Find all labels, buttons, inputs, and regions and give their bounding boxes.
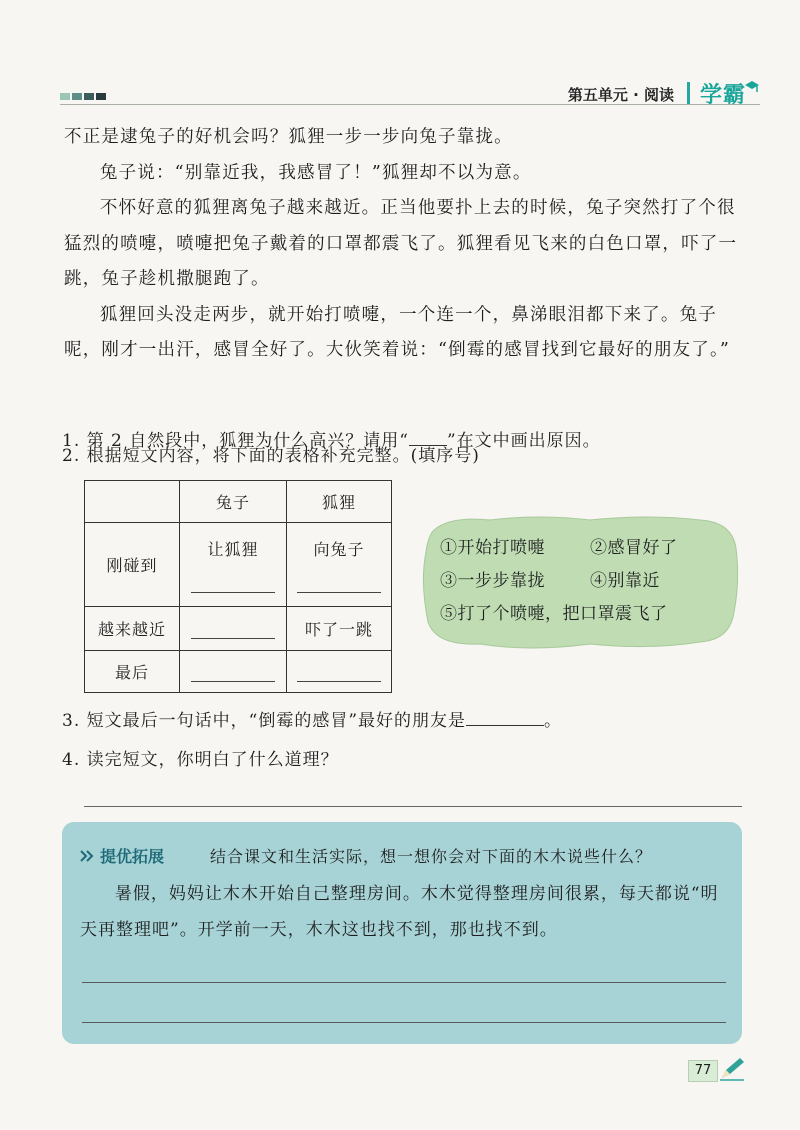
answer-table <box>84 480 392 693</box>
answer-blank[interactable] <box>191 582 275 593</box>
unit-title: 第五单元 · 阅读 <box>567 86 674 104</box>
options-row <box>440 565 678 598</box>
page-header <box>60 78 760 110</box>
answer-blank[interactable] <box>297 582 381 593</box>
header-square-2 <box>72 93 82 100</box>
table-cell: 吓了一跳 <box>287 607 392 651</box>
answer-blank[interactable] <box>191 628 275 639</box>
table-row-label: 刚碰到 <box>85 523 180 607</box>
table-header-fox: 狐狸 <box>287 481 392 523</box>
cell-text: 让狐狸 <box>207 539 259 559</box>
story-paragraph: 狐狸回头没走两步，就开始打喷嚏，一个连一个，鼻涕眼泪都下来了。兔子呢，刚才一出汗，感冒全好了。大伙笑着说：“倒霉的感冒找到它最好的朋友了。” <box>64 304 731 360</box>
table-row <box>85 523 392 607</box>
question-1-text-end: ”在文中画出原因。 <box>446 431 601 451</box>
table-header-rabbit: 兔子 <box>180 481 287 523</box>
answer-line[interactable] <box>82 982 726 983</box>
extension-paragraph: 暑假，妈妈让木木开始自己整理房间。木木觉得整理房间很累，每天都说“明天再整理吧”。开学前一天，木木这也找不到，那也找不到。 <box>80 884 719 940</box>
extension-title <box>80 844 164 867</box>
question-4-text: 4. 读完短文，你明白了什么道理？ <box>62 750 339 770</box>
question-2-text: 2. 根据短文内容，将下面的表格补充完整。(填序号) <box>62 446 480 466</box>
brand-divider <box>687 82 690 104</box>
graduation-cap-icon <box>744 80 760 94</box>
option-4: ④别靠近 <box>590 571 660 591</box>
table-cell <box>180 607 287 651</box>
story-text <box>64 120 744 369</box>
table-corner-cell <box>85 481 180 523</box>
question-2 <box>62 441 480 466</box>
table-cell <box>287 523 392 607</box>
option-2: ②感冒好了 <box>590 538 678 558</box>
pencil-icon <box>718 1056 746 1082</box>
answer-line[interactable] <box>82 1022 726 1023</box>
question-3-text-end: 。 <box>544 711 563 731</box>
question-1-text: 1. 第 2 自然段中，狐狸为什么高兴？请用“ <box>62 431 409 451</box>
double-chevron-icon <box>80 850 94 862</box>
table-row <box>85 651 392 693</box>
options-list <box>440 532 678 631</box>
header-square-4 <box>96 93 106 100</box>
answer-line[interactable] <box>84 806 742 807</box>
options-row <box>440 598 678 631</box>
question-4 <box>62 745 339 770</box>
answer-blank[interactable] <box>191 671 275 682</box>
table-cell <box>287 651 392 693</box>
table-row <box>85 481 392 523</box>
brand-logo: 学霸 <box>699 83 746 108</box>
option-3: ③一步步靠拢 <box>440 571 545 591</box>
answer-blank[interactable] <box>466 711 544 726</box>
extension-box <box>62 822 742 1044</box>
story-paragraph: 不正是逮兔子的好机会吗？狐狸一步一步向兔子靠拢。 <box>64 127 513 147</box>
options-row <box>440 532 678 565</box>
question-3-text: 3. 短文最后一句话中，“倒霉的感冒”最好的朋友是 <box>62 711 467 731</box>
extension-prompt: 结合课文和生活实际，想一想你会对下面的木木说些什么？ <box>210 847 653 866</box>
story-paragraph: 兔子说：“别靠近我，我感冒了！”狐狸却不以为意。 <box>99 162 532 183</box>
question-3 <box>62 706 562 731</box>
cell-text: 向兔子 <box>313 539 365 559</box>
story-paragraph: 不怀好意的狐狸离兔子越来越近。正当他要扑上去的时候，兔子突然打了个很猛烈的喷嚏，喷嚏把兔子戴着的口罩都震飞了。狐狸看见飞来的白色口罩，吓了一跳，兔子趁机撒腿跑了。 <box>64 198 738 289</box>
table-cell <box>180 651 287 693</box>
option-5: ⑤打了个喷嚏，把口罩震飞了 <box>440 604 668 624</box>
option-1: ①开始打喷嚏 <box>440 538 545 558</box>
table-cell <box>180 523 287 607</box>
answer-blank[interactable] <box>297 671 381 682</box>
table-row <box>85 607 392 651</box>
extension-title-text: 提优拓展 <box>100 847 165 866</box>
table-row-label: 最后 <box>85 651 180 693</box>
extension-passage <box>80 876 726 948</box>
header-square-3 <box>84 93 94 100</box>
header-square-1 <box>60 93 70 100</box>
page-number: 77 <box>688 1060 718 1082</box>
table-row-label: 越来越近 <box>85 607 180 651</box>
